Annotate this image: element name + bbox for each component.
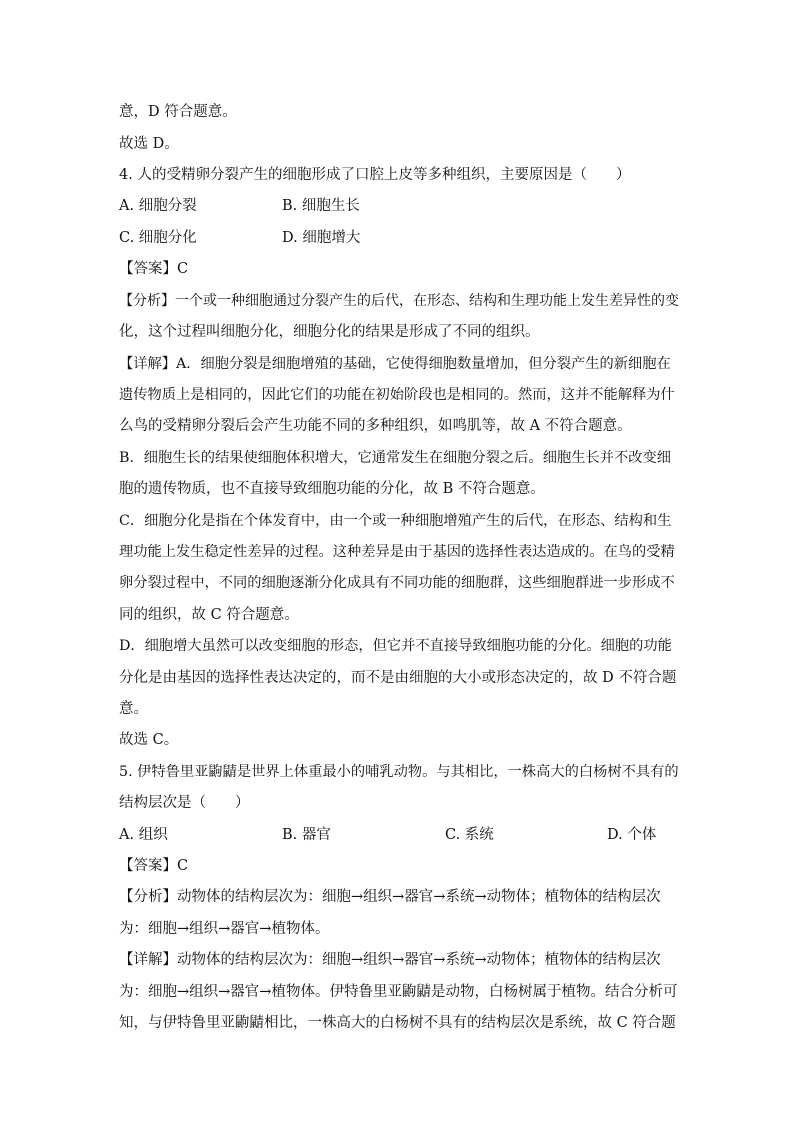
q5-option-a: A. 组织 xyxy=(119,827,168,843)
question-5-stem: 5. 伊特鲁里亚鼩鼱是世界上体重最小的哺乳动物。与其相比，一株高大的白杨树不具有的 xyxy=(119,764,679,780)
q5-analysis: 【分析】动物体的结构层次为：细胞→组织→器官→系统→动物体；植物体的结构层次 xyxy=(119,889,661,905)
q5-explanation: 【详解】动物体的结构层次为：细胞→组织→器官→系统→动物体；植物体的结构层次 xyxy=(119,952,661,968)
q4-option-a: A. 细胞分裂 xyxy=(119,198,197,214)
text-line: 遗传物质上是相同的，因此它们的功能在初始阶段也是相同的。然而，这并不能解释为什 xyxy=(119,387,675,403)
q5-option-b: B. 器官 xyxy=(282,827,331,843)
text-line: 分化是由基因的选择性表达决定的，而不是由细胞的大小或形态决定的，故 D 不符合题 xyxy=(119,670,677,686)
text-line: 为：细胞→组织→器官→植物体。 xyxy=(119,921,330,937)
text-line: C．细胞分化是指在个体发育中，由一个或一种细胞增殖产生的后代，在形态、结构和生 xyxy=(119,513,672,529)
q5-answer: 【答案】C xyxy=(119,858,189,874)
text-line: 卵分裂过程中，不同的细胞逐渐分化成具有不同功能的细胞群，这些细胞群进一步形成不 xyxy=(119,575,675,591)
q5-option-c: C. 系统 xyxy=(445,827,494,843)
text-line: 知，与伊特鲁里亚鼩鼱相比，一株高大的白杨树不具有的结构层次是系统，故 C 符合题 xyxy=(119,1015,676,1031)
text-line: 意。 xyxy=(119,701,148,717)
text-line: 胞的遗传物质，也不直接导致细胞功能的分化，故 B 不符合题意。 xyxy=(119,481,545,497)
text-line: 同的组织，故 C 符合题意。 xyxy=(119,607,299,623)
text-line: D．细胞增大虽然可以改变细胞的形态，但它并不直接导致细胞功能的分化。细胞的功能 xyxy=(119,638,672,654)
q4-analysis: 【分析】一个或一种细胞通过分裂产生的后代，在形态、结构和生理功能上发生差异性的变 xyxy=(119,293,679,309)
q4-option-d: D. 细胞增大 xyxy=(282,230,361,246)
question-4-stem: 4. 人的受精卵分裂产生的细胞形成了口腔上皮等多种组织，主要原因是（ ） xyxy=(119,167,631,183)
text-line: 故选 C。 xyxy=(119,732,179,748)
text-line: 为：细胞→组织→器官→植物体。伊特鲁里亚鼩鼱是动物，白杨树属于植物。结合分析可 xyxy=(119,984,678,1000)
q4-option-b: B. 细胞生长 xyxy=(282,198,360,214)
text-line: 么鸟的受精卵分裂后会产生功能不同的多种组织，如鸣肌等，故 A 不符合题意。 xyxy=(119,418,632,434)
text-line: 故选 D。 xyxy=(119,136,179,152)
text-line: B．细胞生长的结果使细胞体积增大，它通常发生在细胞分裂之后。细胞生长并不改变细 xyxy=(119,450,671,466)
q5-option-d: D. 个体 xyxy=(607,827,657,843)
text-line: 结构层次是（ ） xyxy=(119,795,250,811)
text-line: 化，这个过程叫细胞分化，细胞分化的结果是形成了不同的组织。 xyxy=(119,324,540,340)
q4-explanation: 【详解】A．细胞分裂是细胞增殖的基础，它使得细胞数量增加，但分裂产生的新细胞在 xyxy=(119,356,671,372)
text-line: 意，D 符合题意。 xyxy=(119,104,237,120)
q4-option-c: C. 细胞分化 xyxy=(119,230,197,246)
text-line: 理功能上发生稳定性差异的过程。这种差异是由于基因的选择性表达造成的。在鸟的受精 xyxy=(119,544,675,560)
q4-answer: 【答案】C xyxy=(119,261,189,277)
